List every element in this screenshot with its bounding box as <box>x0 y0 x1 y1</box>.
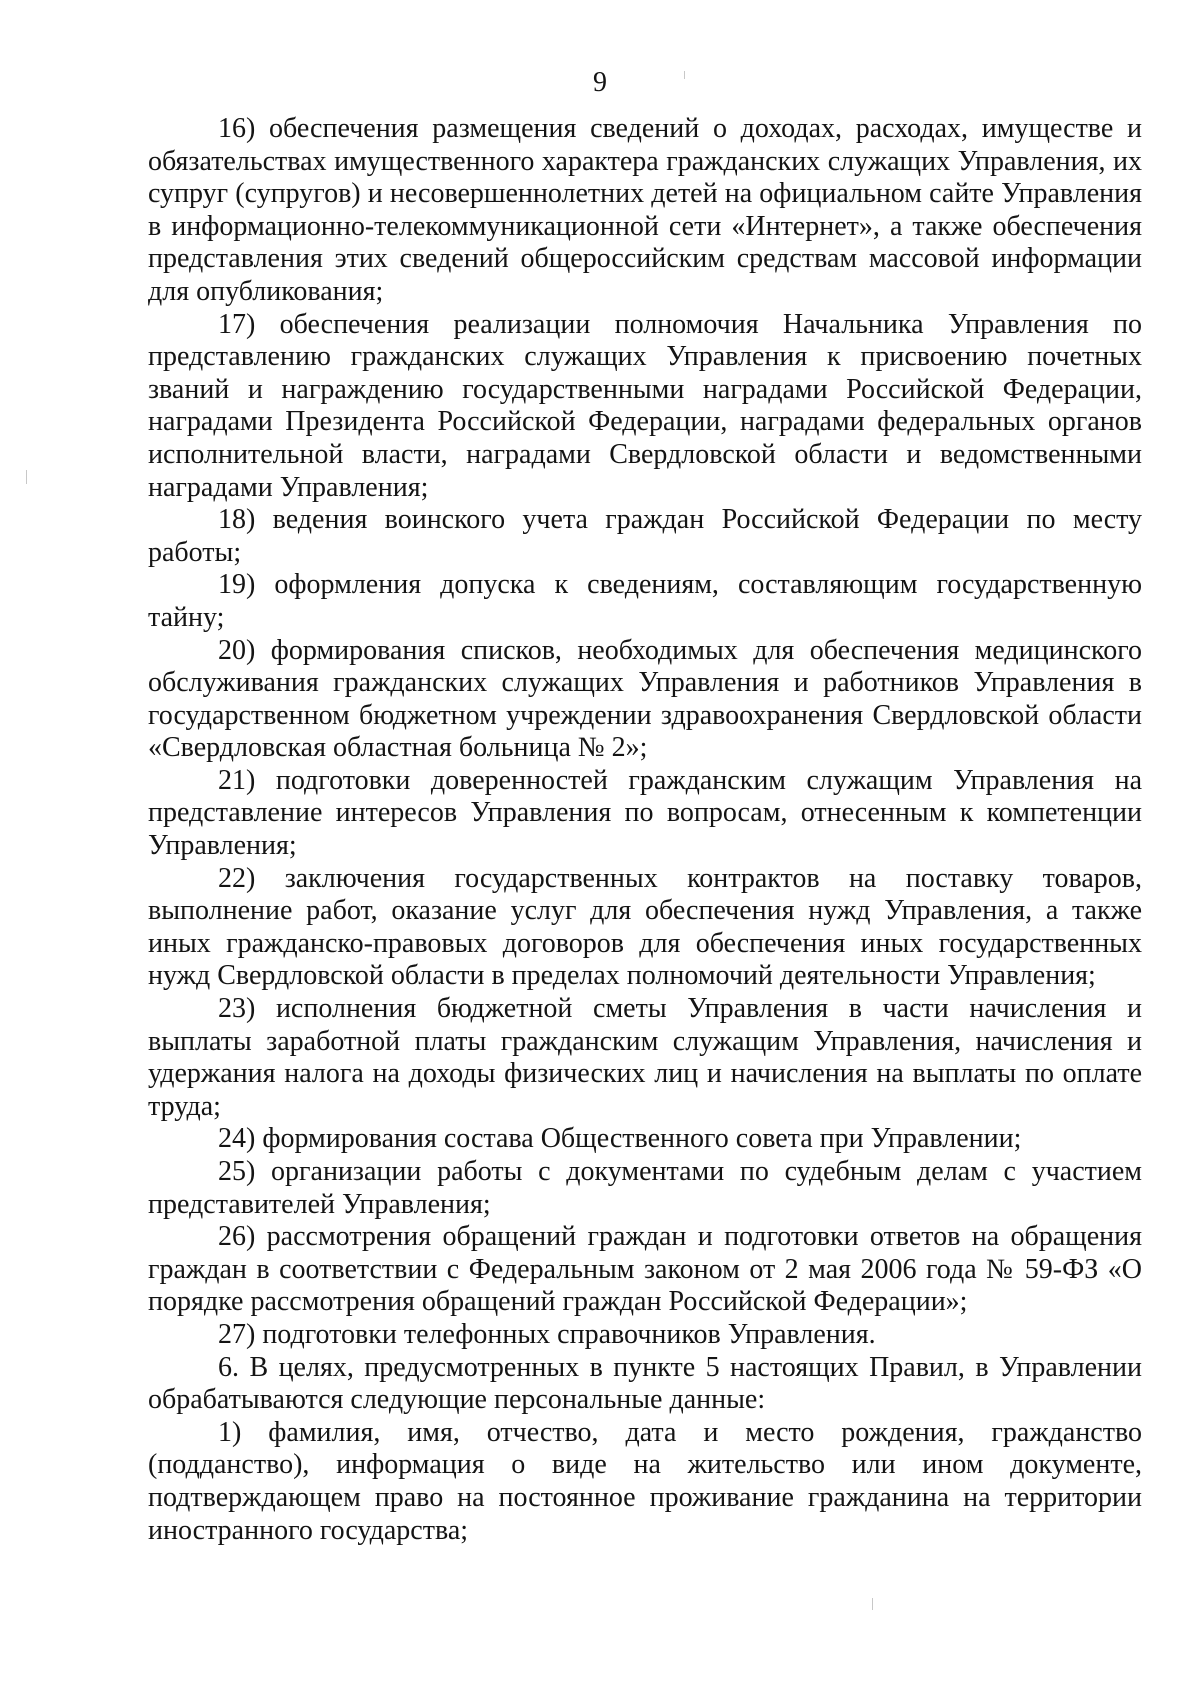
clause-6: 6. В целях, предусмотренных в пункте 5 настоящих Правил, в Управлении обрабатываются следующие персональные данные: <box>148 1351 1142 1416</box>
paragraph-item-21: 21) подготовки доверенностей гражданским служащим Управления на представление интересов Управления по вопросам, отнесенным к компетенции Управления; <box>148 764 1142 862</box>
paragraph-item-18: 18) ведения воинского учета граждан Российской Федерации по месту работы; <box>148 504 1142 568</box>
paragraph-item-19: 19) оформления допуска к сведениям, составляющим государственную тайну; <box>148 569 1142 633</box>
paragraph-item-27: 27) подготовки телефонных справочников Управления. <box>218 1318 876 1350</box>
paragraph-item-25: 25) организации работы с документами по судебным делам с участием представителей Управления; <box>148 1156 1142 1220</box>
paragraph-item-20: 20) формирования списков, необходимых для обеспечения медицинского обслуживания гражданских служащих Управления и работников Управления в государственном бюджетном учреждении здравоохранения Свердловской области «Свердловская областная больница № 2»; <box>148 634 1142 764</box>
paragraph-item-23: 23) исполнения бюджетной сметы Управления в части начисления и выплаты заработной платы гражданским служащим Управления, начисления и удержания налога на доходы физических лиц и начисления на выплаты по оплате труда; <box>148 993 1142 1122</box>
scan-artifact-mark <box>26 470 27 484</box>
paragraph-item-24: 24) формирования состава Общественного совета при Управлении; <box>218 1123 1022 1155</box>
paragraph-item-16: 16) обеспечения размещения сведений о доходах, расходах, имуществе и обязательствах имущественного характера гражданских служащих Управления, их супруг (супругов) и несовершеннолетних детей на официальном сайте Управления в информационно-телекоммуникационной сети «Интернет», а также обеспечения представления этих сведений общероссийским средствам массовой информации для опубликования; <box>148 113 1142 307</box>
scan-artifact-mark <box>684 71 685 79</box>
scan-artifact-mark <box>872 1598 873 1610</box>
page-number: 9 <box>593 67 607 98</box>
paragraph-item-26: 26) рассмотрения обращений граждан и подготовки ответов на обращения граждан в соответствии с Федеральным законом от 2 мая 2006 года № 59-ФЗ «О порядке рассмотрения обращений граждан Российской Федерации»; <box>148 1221 1142 1318</box>
clause-6-item-1: 1) фамилия, имя, отчество, дата и место рождения, гражданство (подданство), информация о виде на жительство или ином документе, подтверждающем право на постоянное проживание гражданина на территории иностранного государства; <box>148 1416 1142 1546</box>
paragraph-item-22: 22) заключения государственных контрактов на поставку товаров, выполнение работ, оказание услуг для обеспечения нужд Управления, а также иных гражданско-правовых договоров для обеспечения иных государственных нужд Свердловской области в пределах полномочий деятельности Управления; <box>148 862 1142 992</box>
paragraph-item-17: 17) обеспечения реализации полномочия Начальника Управления по представлению гражданских служащих Управления к присвоению почетных званий и награждению государственными наградами Российской Федерации, наградами Президента Российской Федерации, наградами федеральных органов исполнительной власти, наградами Свердловской области и ведомственными наградами Управления; <box>148 308 1142 503</box>
document-body <box>148 113 1142 1547</box>
